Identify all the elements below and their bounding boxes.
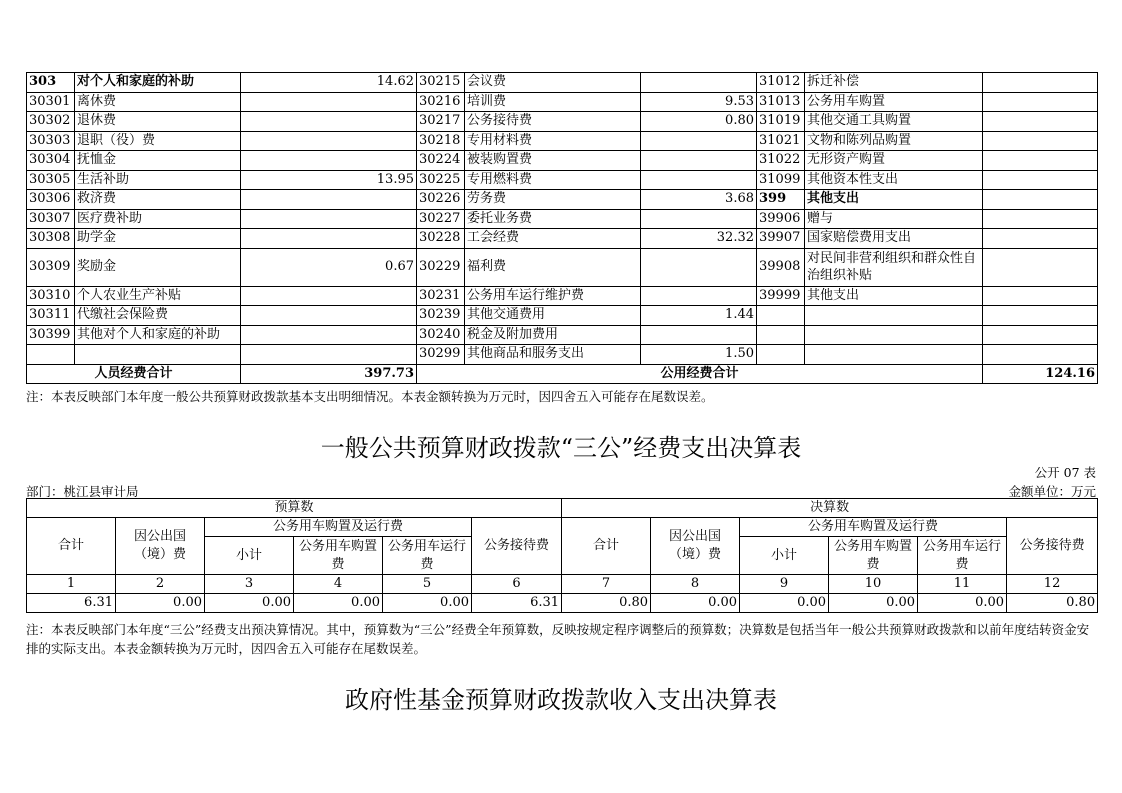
personnel-total-label: 人员经费合计 [27,364,241,384]
item-value [983,92,1098,112]
item-value [241,345,417,365]
item-value: 0.80 [641,112,757,132]
item-value: 1.50 [641,345,757,365]
table-row [27,248,1098,286]
table-row [27,131,1098,151]
table-row [27,209,1098,229]
item-name: 专用材料费 [465,131,641,151]
item-name: 离休费 [75,92,241,112]
final-vehicle-operation-header: 公务用车运行费 [918,537,1007,575]
item-name: 救济费 [75,190,241,210]
item-value [241,190,417,210]
item-value [983,190,1098,210]
item-code: 303 [27,73,75,93]
totals-row [27,364,1098,384]
item-code: 30226 [417,190,465,210]
amount-cell: 0.00 [740,594,829,613]
amount-cell: 0.00 [918,594,1007,613]
item-value [641,248,757,286]
item-value [641,151,757,171]
item-name: 其他支出 [805,286,983,306]
three-public-expenses-table [26,498,1098,613]
item-value: 32.32 [641,229,757,249]
amount-cell: 0.00 [294,594,383,613]
item-name: 生活补助 [75,170,241,190]
amount-cell: 0.00 [116,594,205,613]
item-name: 其他支出 [805,190,983,210]
item-value [641,286,757,306]
budget-vehicle-group-header: 公务用车购置及运行费 [205,518,472,537]
item-code: 30304 [27,151,75,171]
item-code [757,325,805,345]
item-name: 会议费 [465,73,641,93]
item-name: 助学金 [75,229,241,249]
table-row [27,345,1098,365]
item-code: 30231 [417,286,465,306]
budget-vehicle-operation-header: 公务用车运行费 [383,537,472,575]
item-value [983,209,1098,229]
amount-cell: 0.00 [651,594,740,613]
item-name: 培训费 [465,92,641,112]
item-name: 税金及附加费用 [465,325,641,345]
item-name: 公务用车购置 [805,92,983,112]
item-value [241,112,417,132]
table-row [27,306,1098,326]
budget-abroad-header: 因公出国（境）费 [116,518,205,575]
item-code: 30303 [27,131,75,151]
table1-note: 注：本表反映部门本年度一般公共预算财政拨款基本支出明细情况。本表金额转换为万元时，因四舍五入可能存在尾数误差。 [26,389,714,404]
item-value [241,92,417,112]
table-row [27,112,1098,132]
item-code: 30308 [27,229,75,249]
amount-cell: 0.00 [383,594,472,613]
item-value [241,151,417,171]
item-name: 委托业务费 [465,209,641,229]
three-public-title: 一般公共预算财政拨款“三公”经费支出决算表 [320,434,802,462]
final-abroad-header: 因公出国（境）费 [651,518,740,575]
item-value: 0.67 [241,248,417,286]
item-value [241,306,417,326]
item-name: 福利费 [465,248,641,286]
item-code: 31021 [757,131,805,151]
final-total-header: 合计 [562,518,651,575]
table-row [27,73,1098,93]
item-name: 专用燃料费 [465,170,641,190]
item-code: 30299 [417,345,465,365]
column-number-row [27,575,1098,594]
item-name: 医疗费补助 [75,209,241,229]
item-code: 30399 [27,325,75,345]
column-number: 3 [205,575,294,594]
item-value [241,209,417,229]
item-value [983,306,1098,326]
item-code: 30228 [417,229,465,249]
item-value [241,229,417,249]
item-code: 39908 [757,248,805,286]
item-name: 其他对个人和家庭的补助 [75,325,241,345]
item-name [805,325,983,345]
amount-cell: 6.31 [472,594,562,613]
item-code: 30240 [417,325,465,345]
item-value: 13.95 [241,170,417,190]
amount-cell: 0.00 [829,594,918,613]
item-code: 30216 [417,92,465,112]
item-value [983,248,1098,286]
column-number: 5 [383,575,472,594]
item-name [75,345,241,365]
item-value [983,286,1098,306]
item-code: 30215 [417,73,465,93]
item-code: 30305 [27,170,75,190]
item-code: 30310 [27,286,75,306]
item-code: 30307 [27,209,75,229]
column-number: 6 [472,575,562,594]
column-number: 2 [116,575,205,594]
final-vehicle-purchase-header: 公务用车购置费 [829,537,918,575]
department-label: 部门：桃江县审计局 [26,484,139,499]
item-name: 其他交通工具购置 [805,112,983,132]
item-name: 代缴社会保险费 [75,306,241,326]
final-reception-header: 公务接待费 [1007,518,1098,575]
item-name: 劳务费 [465,190,641,210]
item-name: 拆迁补偿 [805,73,983,93]
unit-label: 金额单位：万元 [1008,484,1096,499]
item-name: 个人农业生产补贴 [75,286,241,306]
column-number: 12 [1007,575,1098,594]
column-number: 11 [918,575,1007,594]
column-number: 4 [294,575,383,594]
item-code: 31019 [757,112,805,132]
amount-cell: 6.31 [27,594,116,613]
table-row [27,325,1098,345]
item-name [805,306,983,326]
value-row [27,594,1098,613]
item-value [241,325,417,345]
item-value: 1.44 [641,306,757,326]
item-name: 退职（役）费 [75,131,241,151]
item-value [241,131,417,151]
budget-subtotal-header: 小计 [205,537,294,575]
item-name: 退休费 [75,112,241,132]
item-value: 9.53 [641,92,757,112]
item-code: 30217 [417,112,465,132]
amount-cell: 0.80 [1007,594,1098,613]
personnel-total-value: 397.73 [241,364,417,384]
final-header: 决算数 [562,499,1098,518]
item-value [641,131,757,151]
item-value [983,112,1098,132]
final-vehicle-group-header: 公务用车购置及运行费 [740,518,1007,537]
table-row [27,170,1098,190]
table-row [27,190,1098,210]
gov-fund-title: 政府性基金预算财政拨款收入支出决算表 [345,686,777,714]
item-code: 30309 [27,248,75,286]
item-value [983,131,1098,151]
amount-cell: 0.00 [205,594,294,613]
item-value [241,286,417,306]
column-number: 8 [651,575,740,594]
item-code: 30301 [27,92,75,112]
item-value [641,209,757,229]
item-code: 30306 [27,190,75,210]
item-code: 31022 [757,151,805,171]
final-subtotal-header: 小计 [740,537,829,575]
item-value: 3.68 [641,190,757,210]
item-value [983,345,1098,365]
item-name: 其他资本性支出 [805,170,983,190]
budget-vehicle-purchase-header: 公务用车购置费 [294,537,383,575]
item-code: 30311 [27,306,75,326]
item-value [983,229,1098,249]
item-name: 奖励金 [75,248,241,286]
item-name: 被装购置费 [465,151,641,171]
item-value [983,151,1098,171]
item-name: 文物和陈列品购置 [805,131,983,151]
item-code: 39907 [757,229,805,249]
item-code: 30225 [417,170,465,190]
budget-total-header: 合计 [27,518,116,575]
item-code: 30227 [417,209,465,229]
item-code: 31013 [757,92,805,112]
public-total-label: 公用经费合计 [417,364,983,384]
item-name: 工会经费 [465,229,641,249]
item-code [757,345,805,365]
item-code: 39999 [757,286,805,306]
table-row [27,151,1098,171]
item-name: 抚恤金 [75,151,241,171]
item-code: 30218 [417,131,465,151]
item-value [983,170,1098,190]
item-code: 30224 [417,151,465,171]
budget-reception-header: 公务接待费 [472,518,562,575]
item-code: 30302 [27,112,75,132]
item-value [641,170,757,190]
column-number: 1 [27,575,116,594]
column-number: 7 [562,575,651,594]
public-total-value: 124.16 [983,364,1098,384]
basic-expenditure-table [26,72,1098,384]
item-value [983,325,1098,345]
item-name: 对个人和家庭的补助 [75,73,241,93]
item-name: 国家赔偿费用支出 [805,229,983,249]
item-name: 对民间非营利组织和群众性自治组织补贴 [805,248,983,286]
item-name: 其他商品和服务支出 [465,345,641,365]
table-row [27,229,1098,249]
column-number: 9 [740,575,829,594]
item-name: 公务用车运行维护费 [465,286,641,306]
item-name [805,345,983,365]
table-row [27,286,1098,306]
item-name: 赠与 [805,209,983,229]
item-value [983,73,1098,93]
item-code [27,345,75,365]
item-code [757,306,805,326]
item-value [641,325,757,345]
item-code: 30229 [417,248,465,286]
item-code: 30239 [417,306,465,326]
item-code: 31099 [757,170,805,190]
item-value: 14.62 [241,73,417,93]
column-number: 10 [829,575,918,594]
item-code: 39906 [757,209,805,229]
form-number: 公开 07 表 [1034,465,1096,480]
table-row [27,92,1098,112]
amount-cell: 0.80 [562,594,651,613]
item-value [641,73,757,93]
item-code: 399 [757,190,805,210]
item-name: 无形资产购置 [805,151,983,171]
item-code: 31012 [757,73,805,93]
table2-note: 注：本表反映部门本年度“三公”经费支出预决算情况。其中，预算数为“三公”经费全年预算数，反映按规定程序调整后的预算数；决算数是包括当年一般公共预算财政拨款和以前年度结转资金安排的实际支出。本表金额转换为万元时，因四舍五入可能存在尾数误差。 [26,622,1090,656]
budget-header: 预算数 [27,499,562,518]
item-name: 公务接待费 [465,112,641,132]
item-name: 其他交通费用 [465,306,641,326]
